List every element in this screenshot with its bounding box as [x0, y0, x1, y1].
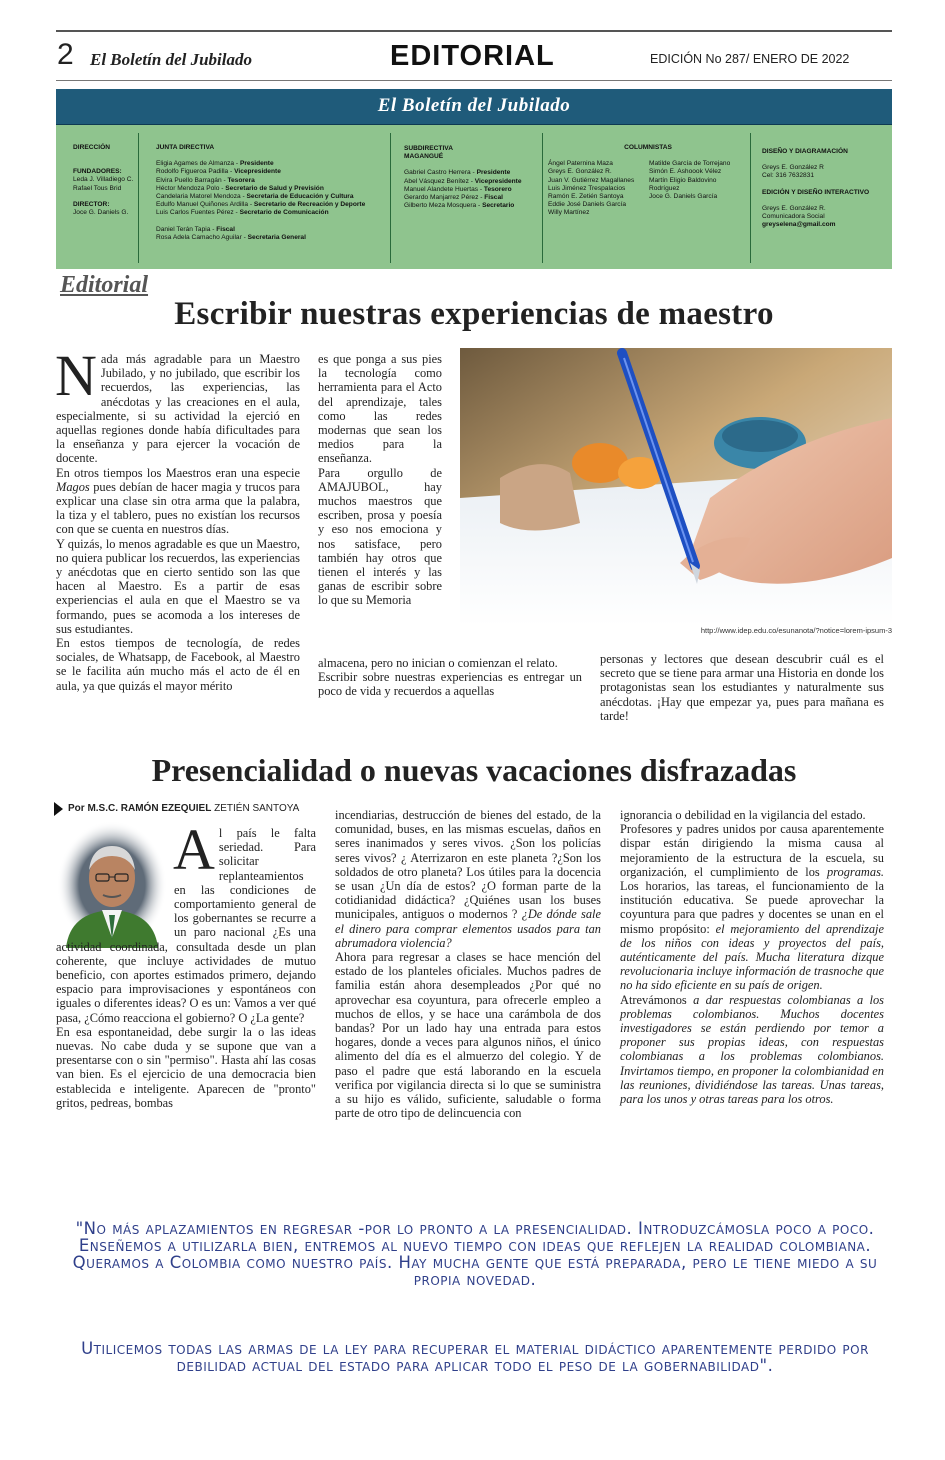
direccion-heading: DIRECCIÓN: [73, 144, 110, 151]
diseno-line: Greys E. González R: [762, 164, 824, 172]
staff-member: Gerardo Manjarrez Pérez - Fiscal: [404, 194, 503, 202]
paragraph: personas y lectores que desean descubrir cuál es el secreto que se tiene para armar una Historia en donde los protagonistas sean los estudiantes y naturalmente sus anécdotas. ¡Hay que empezar ya, pues para mañana es tarde!: [600, 652, 884, 723]
staff-member: Candelaria Matorel Mendoza - Secretaria de Educación y Cultura: [156, 193, 354, 201]
article1-column-2a: [318, 352, 442, 608]
article2-title: Presencialidad o nuevas vacaciones disfrazadas: [151, 752, 797, 788]
subdirectiva-block: [404, 145, 542, 210]
staff-member: Gilberto Meza Mosquera - Secretario: [404, 202, 515, 210]
subdirectiva-members: [404, 169, 542, 210]
paragraph: Al país le falta seriedad. Para solicitar replanteamientos en las condiciones de comportamiento general de los gobernantes se recurre a un paro nacional ¿Es una actividad coordinada, consultada desde un plan coherente, que incluye actividades de mutuo beneficio, con aportes estimados primero, dejando espacio para improvisaciones y espontáneos con iguales o diferentes ideas? O es un: Vamos a ver qué pasa, ¿Cómo reacciona el gobierno? O ¿La gente?: [56, 817, 316, 1025]
columnist-name: Simón E. Ashoook Vélez: [649, 168, 722, 176]
junta-members-2: [156, 226, 388, 242]
article1-column-2b: [318, 656, 582, 699]
founder-name: Rafael Tous Brid: [73, 184, 122, 192]
edicion-heading: EDICIÓN Y DISEÑO INTERACTIVO: [762, 188, 870, 196]
paragraph: Y quizás, lo menos agradable es que un Maestro, no quiera publicar los recuerdos, las experiencias y anécdotas que en cierto sentido son las que hacen al Maestro. Es a partir de esas experiencias el aula en que el Maestro se va formando, pues se acomoda a los intereses de sus estudiantes.: [56, 536, 300, 636]
staff-divider: [542, 133, 543, 263]
columnistas-heading: COLUMNISTAS: [624, 144, 672, 151]
staff-member: Daniel Terán Tapia - Fiscal: [156, 225, 235, 233]
director-heading: DIRECTOR:: [73, 200, 110, 208]
junta-heading: JUNTA DIRECTIVA: [156, 144, 215, 151]
paragraph: almacena, pero no inician o comienzan el relato.: [318, 656, 558, 670]
columnist-name: Willy Martínez: [548, 209, 590, 217]
junta-members: [156, 160, 388, 217]
subdirectiva-heading: SUBDIRECTIVA: [404, 145, 453, 152]
photo-illustration: [460, 348, 892, 626]
article2-column-3: [620, 808, 884, 1106]
paragraph: ignorancia o debilidad en la vigilancia del estado.: [620, 808, 866, 822]
edicion-line: Greys E. González R.: [762, 204, 826, 212]
founders-heading: FUNDADORES:: [73, 168, 122, 176]
paragraph: En esa espontaneidad, debe surgir la o las ideas nuevas. No cabe duda y se supone que van a presentarse con o sin "permiso". Hasta ahí las cosas van bien. Es el ejercicio de una democracia bien establecida e inteligente. Aparecen de "pronto" gritos, pedreas, bombas: [56, 1024, 316, 1110]
staff-member: Gabriel Castro Herrera - Presidente: [404, 169, 511, 177]
masthead-title: El Boletín del Jubilado: [377, 95, 571, 116]
header-bottom-rule: [56, 80, 892, 81]
paragraph: En estos tiempos de tecnología, de redes sociales, de Whatsapp, de Facebook, al Maestro se le facilita aún mucho más el acto de él en aula, ya que quizás el mayor mérito: [56, 636, 300, 693]
columnist-name: Greys E. González R.: [548, 168, 612, 176]
staff-member: Elvira Puello Barragán - Tesorera: [156, 176, 255, 184]
article1-column-3: [600, 652, 884, 723]
article1-title: Escribir nuestras experiencias de maestro: [174, 296, 774, 332]
staff-member: Rodolfo Figueroa Padilla - Vicepresidente: [156, 168, 281, 176]
closing-quote-2: Utilicemos todas las armas de la ley para recuperar el material didáctico aparentemente perdido por debilidad actual del estado para aplicar todo el peso de la gobernabilidad".: [81, 1339, 869, 1375]
staff-divider: [390, 133, 391, 263]
columnist-name: Ramón E. Zetién Santoya: [548, 193, 624, 201]
paragraph: Para orgullo de AMAJUBOL, hay muchos maestros que escriben, prosa y poesía y eso nos emociona y nos satisface, pero también hay otros que tienen el interés y las ganas de escribir sobre lo que su Memoria: [318, 465, 442, 608]
columnist-name: Juan V. Gutiérrez Magallanes: [548, 176, 635, 184]
paragraph: es que ponga a sus pies la tecnología como herramienta para el Acto del aprendizaje, tales como las redes modernas que sean los medios para la enseñanza.: [318, 352, 442, 466]
paragraph: Escribir sobre nuestras experiencias es entregar un poco de vida y recuerdos a aquellas: [318, 670, 582, 699]
junta-block: [156, 144, 388, 242]
columnist-name: Joce G. Daniels García: [649, 193, 718, 201]
article2-column-2: [335, 808, 601, 1120]
diseno-line: Cel: 316 7632831: [762, 172, 815, 180]
paragraph: Profesores y padres unidos por causa aparentemente dispar están dirigiendo la misma causa al mejoramiento de la estructura de la escuela, su organización, el cumplimiento de los programas. Los horarios, las tareas, el funcionamiento de la institución educativa. Se puede aprovechar la coyuntura para que padres y docentes se unan en el mismo propósito: el mejoramiento del aprendizaje de los niños con ideas y proyectos del país, auténticamente del país. Mucha literatura dizque revolucionaria incluye información de trasnoche que no ha sido eficiente en su país de origen.: [620, 822, 884, 993]
section-title: EDITORIAL: [390, 40, 555, 72]
article-photo-writing-hand: [460, 348, 892, 626]
columnistas-list-1: [548, 160, 652, 217]
closing-quote-1: "No más aplazamientos en regresar -por lo pronto a la presencialidad. Introduzcámosla poco a poco. Enseñemos a utilizarla bien, entremos al nuevo tiempo con ideas que reflejen la realidad colombiana. Queramos a Colombia como nuestro país. Hay mucha gente que está preparada, pero le tiene miedo a su propia novedad.: [72, 1219, 878, 1289]
paragraph: En otros tiempos los Maestros eran una especie Magos pues debían de hacer magia y trucos para explicar una clase sin otra arma que la palabra, la tiza y el tablero, pues no existían los recursos con que se cuenta en nuestros días.: [56, 465, 300, 537]
byline-arrow-icon: [54, 802, 63, 816]
subdirectiva-city: MAGANGUÉ: [404, 153, 444, 161]
article2-column-1: [56, 817, 316, 1110]
staff-member: Rosa Adela Camacho Aguilar - Secretaria General: [156, 233, 306, 241]
paragraph: incendiarias, destrucción de bienes del estado, de la comunidad, buses, en las mismas escuelas, daños en seres inanimados y seres vivos. ¿Son los policías seres vivos? ¿ Aterrizaron en este planeta ?¿Son los soldados de otro planeta? Los útiles para la docencia se usan ¿Un día de estos? ¿O forman parte de la cotidianidad didáctica? ¿Quiénes usan los buses municipales, antiguos o modernos ? ¿De dónde sale el dinero para comprar elementos usados para tan abrumadora violencia?: [335, 808, 601, 950]
staff-member: Abel Vásquez Benítez - Vicepresidente: [404, 177, 522, 185]
staff-member: Edulfo Manuel Quiñones Ardilla - Secretario de Recreación y Deporte: [156, 201, 366, 209]
staff-divider: [138, 133, 139, 263]
article-kicker: Editorial: [60, 272, 149, 298]
page-number: 2: [57, 38, 74, 71]
diseno-block: [762, 148, 890, 229]
edicion-line: Comunicadora Social: [762, 213, 825, 221]
header-top-rule: [56, 30, 892, 32]
article1-column-1: [55, 343, 300, 693]
article2-byline: Por M.S.C. RAMÓN EZEQUIEL ZETIÉN SANTOYA: [68, 803, 300, 814]
staff-member: Eligia Agames de Almanza - Presidente: [156, 160, 274, 168]
header-newspaper-name: El Boletín del Jubilado: [90, 50, 252, 69]
columnist-name: Ángel Paternina Maza: [548, 160, 613, 168]
columnist-name: Martín Eligio Baldovino: [649, 176, 717, 184]
masthead-banner: [56, 89, 892, 125]
columnist-name: Rodríguez: [649, 184, 680, 192]
columnist-name: Luis Jiménez Trespalacios: [548, 184, 626, 192]
columnistas-block: [548, 144, 748, 217]
paragraph: Ahora para regresar a clases se hace mención del estado de los planteles oficiales. Muchos padres de familia están ahora desempleados ¿Por qué no aprovechar esa coyuntura, para ofrecerle empleo a muchos de ellos, y se hace una carámbola de dos bandas? Por un lado hay una entrada para estos hogares, donde a veces para algunos niños, el único alimento del día es el almuerzo del colegio. Y de paso el padre que está laborando en la escuela verifica por vigilancia directa si lo que se suministra a su hijo es válido, suficiente, saludable o forma parte de otro tipo de delincuencia con: [335, 950, 601, 1121]
photo-caption[interactable]: http://www.idep.edu.co/esunanota/?notice=lorem-ipsum-3: [700, 626, 892, 635]
columnist-name: Eddie José Daniels García: [548, 201, 627, 209]
staff-member: Luis Carlos Fuentes Pérez - Secretario de Comunicación: [156, 209, 329, 217]
drop-cap: N: [55, 343, 97, 408]
drop-cap: A: [173, 817, 215, 882]
paragraph: ada más agradable para un Maestro Jubilado, y no jubilado, que escribir los recuerdos, las experiencias, las anécdotas y las creaciones en el aula, especialmente, si su actividad la ejerció en aquellas regiones donde había dificultades para la enseñanza y para ejercer la vocación de docente.: [56, 352, 300, 466]
staff-member: Manuel Alandete Huertas - Tesorero: [404, 185, 512, 193]
contact-email[interactable]: greyselena@gmail.com: [762, 221, 836, 229]
paragraph: Atrevámonos a dar respuestas colombianas a los problemas colombianos. Muchos docentes investigadores se están perdiendo por temor a proponer sus propias ideas, con respuestas colombianas a los problemas colombianos. Invirtamos tiempo, en proponer la colombianidad en las reuniones, dividiéndose las tareas. Unas tareas, para los unos y otras tareas para los otros.: [620, 992, 884, 1107]
founder-name: Leda J. Villadiego C.: [73, 176, 134, 184]
staff-member: Héctor Mendoza Polo - Secretario de Salud y Previsión: [156, 184, 324, 192]
director-name: Joce G. Daniels G.: [73, 209, 129, 217]
direccion-block: [73, 144, 133, 217]
staff-box: [56, 125, 892, 269]
diseno-heading: DISEÑO Y DIAGRAMACIÓN: [762, 148, 848, 155]
edition-info: EDICIÓN No 287/ ENERO DE 2022: [650, 52, 850, 66]
staff-divider: [750, 133, 751, 263]
columnistas-list-2: [649, 160, 749, 201]
columnist-name: Matilde García de Torrejano: [649, 160, 731, 168]
